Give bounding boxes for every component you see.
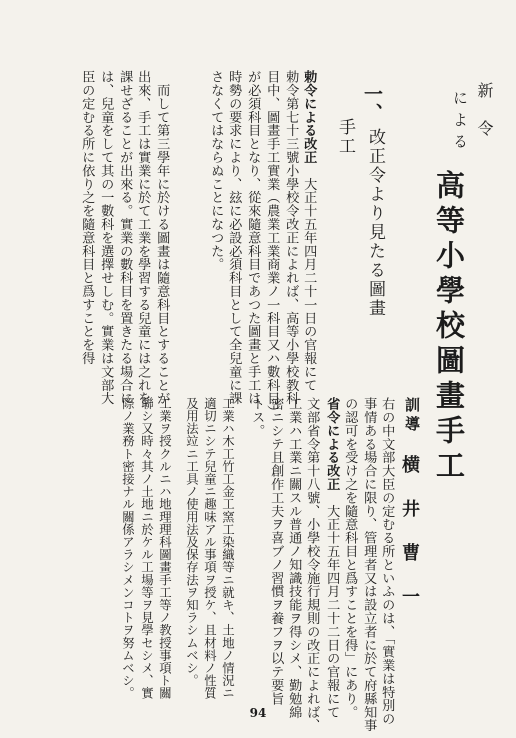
section-number: 一、 — [361, 84, 383, 122]
text-column: 際ノ業務ト密接ナル關係アラシメンコトヲ努ムベシ。 — [120, 397, 136, 700]
text-column: 工業ハ木工竹工金工窯工染織等ニ就キ、土地ノ情況ニ — [220, 397, 236, 700]
author-name: 横 井 曹 一 — [399, 455, 420, 609]
author-label: 訓導 — [403, 397, 421, 435]
text-column: は、兒童をして其の一數科を選擇せしむ。實業は文部大 — [98, 70, 114, 405]
amendment-heading: 省令による改正 — [324, 397, 340, 491]
text-column: 文部省令第十八號、小學校令施行規則の改正によれば、 — [304, 397, 320, 732]
text-column: 適切ニシテ兒童ニ趣味アル事項ヲ授ケ、且材料ノ性質 — [202, 397, 218, 700]
text-column: トス。 — [249, 397, 265, 438]
text-column: 密ニシテ且創作工夫ヲ喜ブノ習慣ヲ養フヲ以テ要旨 — [268, 397, 284, 706]
text-column — [302, 70, 315, 392]
text-column: 課せざることが出來る。實業の數科目を置きたる場合に — [117, 70, 133, 405]
title-prefix-line1: 新 令 — [475, 82, 494, 139]
text-column: が必須科目となり、從來隨意科目であつた圖畫と手工は — [245, 70, 261, 405]
text-column: 右の中文部大臣の定むる所といふのは、「實業は特別の — [379, 397, 395, 726]
text-column: 臣の定むる所に依り之を隨意科目と爲すことを得 — [79, 70, 95, 365]
page-number: 94 — [249, 706, 267, 720]
text-column: さなくてはならぬことになつた。 — [208, 70, 224, 271]
text-column: 聯シ又時々其ノ土地ニ於ケル工場等ヲ見學セシメ、實 — [139, 397, 155, 700]
amendment-heading: 勅令による改正 — [301, 70, 317, 164]
text-column — [325, 397, 338, 719]
text-column: の認可を受け之を隨意科目と爲すことを得」にあり。 — [342, 397, 358, 719]
text-column: 而して第三學年に於ける圖畫は隨意科目とすることが — [154, 70, 170, 405]
section-heading-continued: 手工 — [335, 118, 355, 156]
text-column: 及用法竝ニ工具ノ使用法及保存法ヲ知ラシムベシ。 — [184, 397, 200, 687]
text-column: 出來、手工は實業に於て工業を學習する兒童には之れを — [135, 70, 151, 405]
page-title: 高等小學校圖畫手工 — [432, 170, 466, 485]
amendment-text: 大正十五年四月二十二日の官報にて — [324, 490, 340, 719]
amendment-text: 大正十五年四月二十一日の官報にて — [301, 163, 317, 392]
text-column: 目中、圖畫手工實業（農業工業商業ノ一科目又ハ數科目） — [264, 70, 280, 419]
text-column: 工業ハ工業ニ關スル普通ノ知識技能ヲ得シメ、勤勉綿 — [286, 397, 302, 719]
section-heading: 改正令より見たる圖畫 — [365, 128, 385, 318]
text-column: 時勢の要求により、玆に必設必須科目として全兒童に課 — [226, 70, 242, 405]
title-prefix-line2: に よ る — [451, 90, 469, 150]
text-column: 工業ヲ授クルニハ地理理科圖畫手工等ノ教授事項ト關 — [157, 397, 173, 700]
text-column: 勅令第七十三號小學校令改正によれば、高等小學校教科 — [283, 70, 299, 405]
text-column: 事情ある場合に限り、管理者又は設立者に於て府縣知事 — [361, 397, 377, 732]
